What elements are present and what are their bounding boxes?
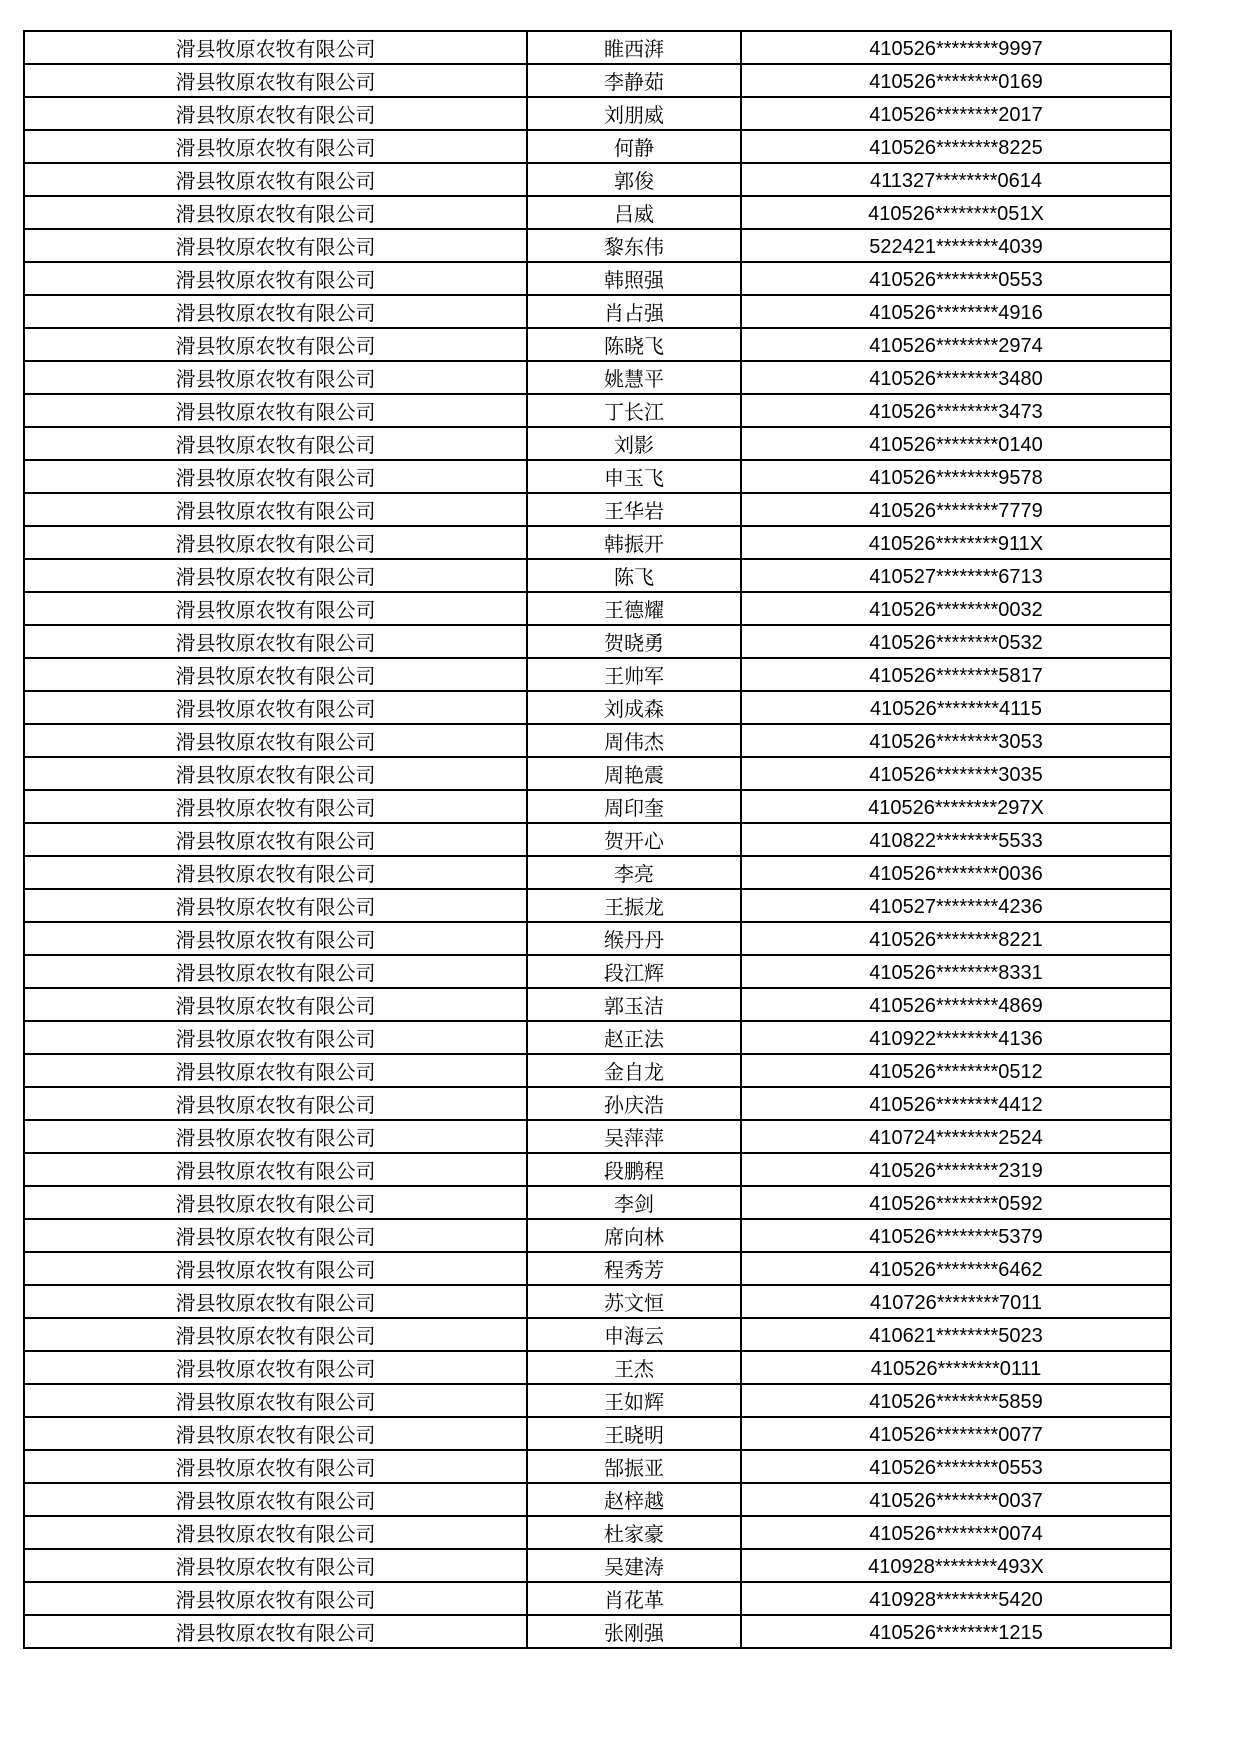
table-row (24, 988, 1171, 1021)
company-cell: 滑县牧原农牧有限公司 (24, 625, 527, 658)
id-number-cell: 410527********4236 (741, 889, 1171, 922)
company-cell: 滑县牧原农牧有限公司 (24, 1153, 527, 1186)
id-number-cell: 410526********3480 (741, 361, 1171, 394)
id-number-cell: 410526********4115 (741, 691, 1171, 724)
company-cell: 滑县牧原农牧有限公司 (24, 1285, 527, 1318)
table-row (24, 658, 1171, 691)
company-cell: 滑县牧原农牧有限公司 (24, 955, 527, 988)
company-cell: 滑县牧原农牧有限公司 (24, 1549, 527, 1582)
id-number-cell: 410526********4869 (741, 988, 1171, 1021)
name-cell: 李剑 (527, 1186, 741, 1219)
table-row (24, 196, 1171, 229)
table-row (24, 592, 1171, 625)
name-cell: 王如辉 (527, 1384, 741, 1417)
name-cell: 睢西湃 (527, 31, 741, 64)
id-number-cell: 410526********051X (741, 196, 1171, 229)
id-number-cell: 410526********0553 (741, 262, 1171, 295)
table-row (24, 856, 1171, 889)
table-row (24, 1549, 1171, 1582)
id-number-cell: 522421********4039 (741, 229, 1171, 262)
table-row (24, 295, 1171, 328)
id-number-cell: 410526********4412 (741, 1087, 1171, 1120)
table-row (24, 1120, 1171, 1153)
name-cell: 肖花革 (527, 1582, 741, 1615)
table-row (24, 1384, 1171, 1417)
company-cell: 滑县牧原农牧有限公司 (24, 361, 527, 394)
id-number-cell: 410526********7779 (741, 493, 1171, 526)
company-cell: 滑县牧原农牧有限公司 (24, 790, 527, 823)
id-number-cell: 411327********0614 (741, 163, 1171, 196)
company-cell: 滑县牧原农牧有限公司 (24, 1318, 527, 1351)
table-row (24, 361, 1171, 394)
id-number-cell: 410928********5420 (741, 1582, 1171, 1615)
table-row (24, 625, 1171, 658)
id-number-cell: 410526********0032 (741, 592, 1171, 625)
company-cell: 滑县牧原农牧有限公司 (24, 592, 527, 625)
company-cell: 滑县牧原农牧有限公司 (24, 229, 527, 262)
name-cell: 段鹏程 (527, 1153, 741, 1186)
company-cell: 滑县牧原农牧有限公司 (24, 1417, 527, 1450)
name-cell: 郜振亚 (527, 1450, 741, 1483)
name-cell: 王杰 (527, 1351, 741, 1384)
id-number-cell: 410526********0553 (741, 1450, 1171, 1483)
company-cell: 滑县牧原农牧有限公司 (24, 1021, 527, 1054)
table-row (24, 64, 1171, 97)
table-row (24, 955, 1171, 988)
id-number-cell: 410526********5379 (741, 1219, 1171, 1252)
company-cell: 滑县牧原农牧有限公司 (24, 460, 527, 493)
name-cell: 席向林 (527, 1219, 741, 1252)
table-row (24, 97, 1171, 130)
id-number-cell: 410526********5859 (741, 1384, 1171, 1417)
table-row (24, 229, 1171, 262)
name-cell: 李静茹 (527, 64, 741, 97)
name-cell: 陈飞 (527, 559, 741, 592)
table-row (24, 1021, 1171, 1054)
table-row (24, 460, 1171, 493)
id-number-cell: 410526********3035 (741, 757, 1171, 790)
table-row (24, 1582, 1171, 1615)
name-cell: 缑丹丹 (527, 922, 741, 955)
roster-table-body (24, 31, 1171, 1648)
company-cell: 滑县牧原农牧有限公司 (24, 262, 527, 295)
table-row (24, 691, 1171, 724)
table-row (24, 526, 1171, 559)
id-number-cell: 410526********0111 (741, 1351, 1171, 1384)
company-cell: 滑县牧原农牧有限公司 (24, 922, 527, 955)
table-row (24, 823, 1171, 856)
id-number-cell: 410526********297X (741, 790, 1171, 823)
name-cell: 肖占强 (527, 295, 741, 328)
id-number-cell: 410526********1215 (741, 1615, 1171, 1648)
name-cell: 王德耀 (527, 592, 741, 625)
name-cell: 赵梓越 (527, 1483, 741, 1516)
company-cell: 滑县牧原农牧有限公司 (24, 1120, 527, 1153)
company-cell: 滑县牧原农牧有限公司 (24, 1450, 527, 1483)
company-cell: 滑县牧原农牧有限公司 (24, 559, 527, 592)
id-number-cell: 410526********3053 (741, 724, 1171, 757)
company-cell: 滑县牧原农牧有限公司 (24, 1582, 527, 1615)
company-cell: 滑县牧原农牧有限公司 (24, 757, 527, 790)
table-row (24, 1153, 1171, 1186)
name-cell: 王帅军 (527, 658, 741, 691)
name-cell: 杜家豪 (527, 1516, 741, 1549)
company-cell: 滑县牧原农牧有限公司 (24, 97, 527, 130)
name-cell: 刘成森 (527, 691, 741, 724)
company-cell: 滑县牧原农牧有限公司 (24, 724, 527, 757)
id-number-cell: 410621********5023 (741, 1318, 1171, 1351)
table-row (24, 1450, 1171, 1483)
name-cell: 吕威 (527, 196, 741, 229)
name-cell: 丁长江 (527, 394, 741, 427)
id-number-cell: 410526********0169 (741, 64, 1171, 97)
table-row (24, 922, 1171, 955)
name-cell: 姚慧平 (527, 361, 741, 394)
id-number-cell: 410922********4136 (741, 1021, 1171, 1054)
name-cell: 贺晓勇 (527, 625, 741, 658)
id-number-cell: 410526********0140 (741, 427, 1171, 460)
name-cell: 韩照强 (527, 262, 741, 295)
name-cell: 何静 (527, 130, 741, 163)
name-cell: 申海云 (527, 1318, 741, 1351)
company-cell: 滑县牧原农牧有限公司 (24, 1351, 527, 1384)
id-number-cell: 410526********2017 (741, 97, 1171, 130)
name-cell: 周伟杰 (527, 724, 741, 757)
name-cell: 李亮 (527, 856, 741, 889)
company-cell: 滑县牧原农牧有限公司 (24, 1516, 527, 1549)
id-number-cell: 410526********911X (741, 526, 1171, 559)
id-number-cell: 410928********493X (741, 1549, 1171, 1582)
table-row (24, 1318, 1171, 1351)
company-cell: 滑县牧原农牧有限公司 (24, 1252, 527, 1285)
name-cell: 金自龙 (527, 1054, 741, 1087)
roster-sheet (23, 30, 1168, 1649)
name-cell: 申玉飞 (527, 460, 741, 493)
company-cell: 滑县牧原农牧有限公司 (24, 163, 527, 196)
company-cell: 滑县牧原农牧有限公司 (24, 394, 527, 427)
company-cell: 滑县牧原农牧有限公司 (24, 31, 527, 64)
table-row (24, 757, 1171, 790)
table-row (24, 163, 1171, 196)
company-cell: 滑县牧原农牧有限公司 (24, 1219, 527, 1252)
table-row (24, 262, 1171, 295)
company-cell: 滑县牧原农牧有限公司 (24, 1384, 527, 1417)
id-number-cell: 410526********5817 (741, 658, 1171, 691)
table-row (24, 1417, 1171, 1450)
name-cell: 段江辉 (527, 955, 741, 988)
id-number-cell: 410526********2974 (741, 328, 1171, 361)
company-cell: 滑县牧原农牧有限公司 (24, 823, 527, 856)
table-row (24, 790, 1171, 823)
company-cell: 滑县牧原农牧有限公司 (24, 988, 527, 1021)
company-cell: 滑县牧原农牧有限公司 (24, 1186, 527, 1219)
table-row (24, 493, 1171, 526)
name-cell: 程秀芳 (527, 1252, 741, 1285)
company-cell: 滑县牧原农牧有限公司 (24, 1054, 527, 1087)
name-cell: 苏文恒 (527, 1285, 741, 1318)
company-cell: 滑县牧原农牧有限公司 (24, 1483, 527, 1516)
table-row (24, 1483, 1171, 1516)
name-cell: 吴建涛 (527, 1549, 741, 1582)
table-row (24, 1351, 1171, 1384)
id-number-cell: 410526********9997 (741, 31, 1171, 64)
company-cell: 滑县牧原农牧有限公司 (24, 889, 527, 922)
table-row (24, 394, 1171, 427)
id-number-cell: 410526********0037 (741, 1483, 1171, 1516)
id-number-cell: 410526********0074 (741, 1516, 1171, 1549)
name-cell: 赵正法 (527, 1021, 741, 1054)
table-row (24, 328, 1171, 361)
id-number-cell: 410526********6462 (741, 1252, 1171, 1285)
id-number-cell: 410526********8221 (741, 922, 1171, 955)
table-row (24, 1615, 1171, 1648)
name-cell: 刘朋威 (527, 97, 741, 130)
name-cell: 韩振开 (527, 526, 741, 559)
company-cell: 滑县牧原农牧有限公司 (24, 493, 527, 526)
id-number-cell: 410724********2524 (741, 1120, 1171, 1153)
company-cell: 滑县牧原农牧有限公司 (24, 64, 527, 97)
id-number-cell: 410526********3473 (741, 394, 1171, 427)
id-number-cell: 410822********5533 (741, 823, 1171, 856)
name-cell: 黎东伟 (527, 229, 741, 262)
name-cell: 陈晓飞 (527, 328, 741, 361)
name-cell: 郭俊 (527, 163, 741, 196)
name-cell: 张刚强 (527, 1615, 741, 1648)
id-number-cell: 410526********0592 (741, 1186, 1171, 1219)
company-cell: 滑县牧原农牧有限公司 (24, 658, 527, 691)
table-row (24, 1054, 1171, 1087)
company-cell: 滑县牧原农牧有限公司 (24, 1087, 527, 1120)
company-cell: 滑县牧原农牧有限公司 (24, 130, 527, 163)
id-number-cell: 410526********2319 (741, 1153, 1171, 1186)
id-number-cell: 410526********8331 (741, 955, 1171, 988)
company-cell: 滑县牧原农牧有限公司 (24, 526, 527, 559)
company-cell: 滑县牧原农牧有限公司 (24, 328, 527, 361)
name-cell: 王晓明 (527, 1417, 741, 1450)
company-cell: 滑县牧原农牧有限公司 (24, 427, 527, 460)
id-number-cell: 410526********4916 (741, 295, 1171, 328)
table-row (24, 724, 1171, 757)
name-cell: 王华岩 (527, 493, 741, 526)
table-row (24, 1219, 1171, 1252)
name-cell: 吴萍萍 (527, 1120, 741, 1153)
table-row (24, 1087, 1171, 1120)
table-row (24, 889, 1171, 922)
name-cell: 贺开心 (527, 823, 741, 856)
id-number-cell: 410726********7011 (741, 1285, 1171, 1318)
name-cell: 刘影 (527, 427, 741, 460)
table-row (24, 130, 1171, 163)
name-cell: 周艳震 (527, 757, 741, 790)
id-number-cell: 410526********0077 (741, 1417, 1171, 1450)
table-row (24, 427, 1171, 460)
name-cell: 孙庆浩 (527, 1087, 741, 1120)
name-cell: 周印奎 (527, 790, 741, 823)
table-row (24, 1186, 1171, 1219)
name-cell: 郭玉洁 (527, 988, 741, 1021)
id-number-cell: 410527********6713 (741, 559, 1171, 592)
table-row (24, 559, 1171, 592)
table-row (24, 1516, 1171, 1549)
id-number-cell: 410526********0532 (741, 625, 1171, 658)
table-row (24, 31, 1171, 64)
company-cell: 滑县牧原农牧有限公司 (24, 196, 527, 229)
roster-table (23, 30, 1172, 1649)
company-cell: 滑县牧原农牧有限公司 (24, 1615, 527, 1648)
id-number-cell: 410526********9578 (741, 460, 1171, 493)
id-number-cell: 410526********0036 (741, 856, 1171, 889)
table-row (24, 1285, 1171, 1318)
table-row (24, 1252, 1171, 1285)
name-cell: 王振龙 (527, 889, 741, 922)
company-cell: 滑县牧原农牧有限公司 (24, 295, 527, 328)
company-cell: 滑县牧原农牧有限公司 (24, 856, 527, 889)
company-cell: 滑县牧原农牧有限公司 (24, 691, 527, 724)
id-number-cell: 410526********8225 (741, 130, 1171, 163)
id-number-cell: 410526********0512 (741, 1054, 1171, 1087)
